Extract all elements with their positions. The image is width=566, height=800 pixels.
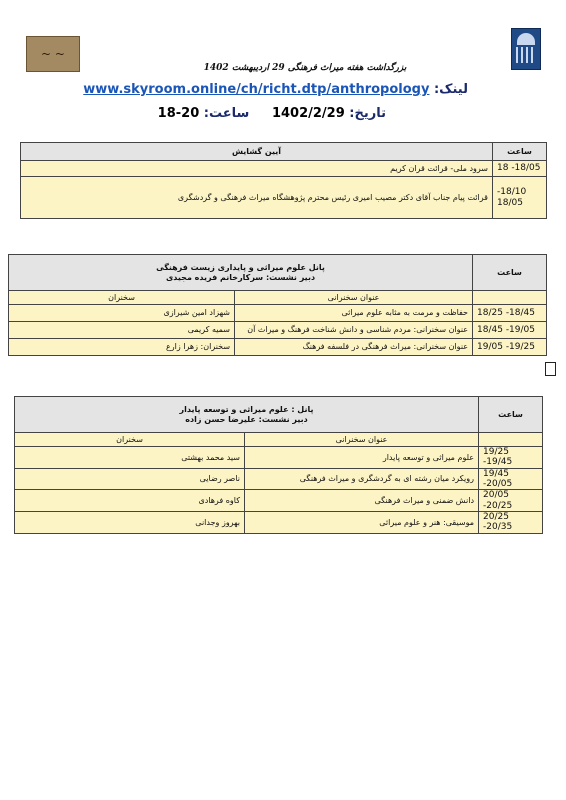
panel2-col-speaker: سخنران <box>15 433 245 447</box>
calligraphy-mark: ~ ~ <box>41 47 65 61</box>
row-speaker: شهزاد امین شیرازی <box>9 305 235 322</box>
institute-emblem <box>511 28 541 70</box>
table-row <box>21 177 547 219</box>
panel2-table <box>14 396 543 534</box>
row-time: -18/10 18/05 <box>493 177 547 219</box>
row-speaker: ناصر رضایی <box>15 468 245 490</box>
panel1-title: پانل علوم میراثی و پایداری زیست فرهنگی <box>156 263 325 273</box>
row-topic: علوم میراثی و توسعه پایدار <box>245 447 479 469</box>
panel2-col-blank <box>479 433 543 447</box>
table-row <box>15 468 543 490</box>
panel1-col-blank <box>473 291 547 305</box>
row-speaker: بهروز وجدانی <box>15 512 245 534</box>
opening-table <box>20 142 547 219</box>
opening-col-title: آیین گشایش <box>21 143 493 161</box>
row-time: 19/25 -19/45 <box>479 447 543 469</box>
row-time: 20/25 -20/35 <box>479 512 543 534</box>
row-time: 18 -18/05 <box>493 161 547 177</box>
panel1-col-speaker: سخنران <box>9 291 235 305</box>
link-row <box>83 82 468 102</box>
emblem-dome-icon <box>517 33 535 45</box>
table-row <box>21 161 547 177</box>
table-row <box>9 305 547 322</box>
panel2-col-topic: عنوان سخنرانی <box>245 433 479 447</box>
time-value: 20-18 <box>157 106 200 121</box>
link-label: لینک: <box>433 82 468 97</box>
panel1-col-time: ساعت <box>473 255 547 291</box>
panel1-header <box>9 255 473 291</box>
row-topic: عنوان سخنرانی: میراث فرهنگی در فلسفه فرهنگ <box>235 339 473 356</box>
row-speaker: سخنران: زهرا زارع <box>9 339 235 356</box>
row-speaker: سید محمد بهشتی <box>15 447 245 469</box>
table-row <box>9 322 547 339</box>
panel1-col-topic: عنوان سخنرانی <box>235 291 473 305</box>
row-time: 18/45 -19/05 <box>473 322 547 339</box>
row-text: قرائت پیام جناب آقای دکتر مصیب امیری رئیس محترم پژوهشگاه میراث فرهنگی و گردشگری <box>21 177 493 219</box>
row-topic: عنوان سخنرانی: مردم شناسی و دانش شناخت فرهنگ و میراث آن <box>235 322 473 339</box>
panel1-moderator: دبیر نشست: سرکارخانم فریده مجیدی <box>165 272 316 282</box>
row-topic: حفاظت و مرمت به مثابه علوم میراثی <box>235 305 473 322</box>
date-time-row <box>157 106 386 121</box>
row-time: 19/45 -20/05 <box>479 468 543 490</box>
opening-col-time: ساعت <box>493 143 547 161</box>
table-row <box>15 447 543 469</box>
row-text: سرود ملی- قرائت قران کریم <box>21 161 493 177</box>
empty-checkbox <box>545 362 556 376</box>
emblem-columns-icon <box>516 47 536 63</box>
date-value: 1402/2/29 <box>271 106 345 121</box>
row-time: 19/05 -19/25 <box>473 339 547 356</box>
row-topic: دانش ضمنی و میراث فرهنگی <box>245 490 479 512</box>
table-row <box>9 339 547 356</box>
time-label: ساعت: <box>203 106 250 121</box>
date-label: تاریخ: <box>349 106 386 121</box>
table-row <box>15 512 543 534</box>
event-subtitle: بزرگداشت هفته میراث فرهنگی 29 اردیبهشت 1402 <box>203 63 407 73</box>
row-time: 20/05 -20/25 <box>479 490 543 512</box>
row-time: 18/25 -18/45 <box>473 305 547 322</box>
row-speaker: سمیه کریمی <box>9 322 235 339</box>
row-topic: موسیقی: هنر و علوم میراثی <box>245 512 479 534</box>
row-topic: رویکرد میان رشته ای به گردشگری و میراث فرهنگی <box>245 468 479 490</box>
session-link[interactable]: www.skyroom.online/ch/richt.dtp/anthropology <box>83 82 430 97</box>
calligraphy-logo <box>26 36 80 72</box>
panel2-title: پانل : علوم میراثی و توسعه پایدار <box>179 405 314 415</box>
panel2-moderator: دبیر نشست: علیرضا حسن زاده <box>185 414 308 424</box>
panel1-table <box>8 254 547 356</box>
row-speaker: کاوه فرهادی <box>15 490 245 512</box>
panel2-header <box>15 397 479 433</box>
panel2-col-time: ساعت <box>479 397 543 433</box>
table-row <box>15 490 543 512</box>
